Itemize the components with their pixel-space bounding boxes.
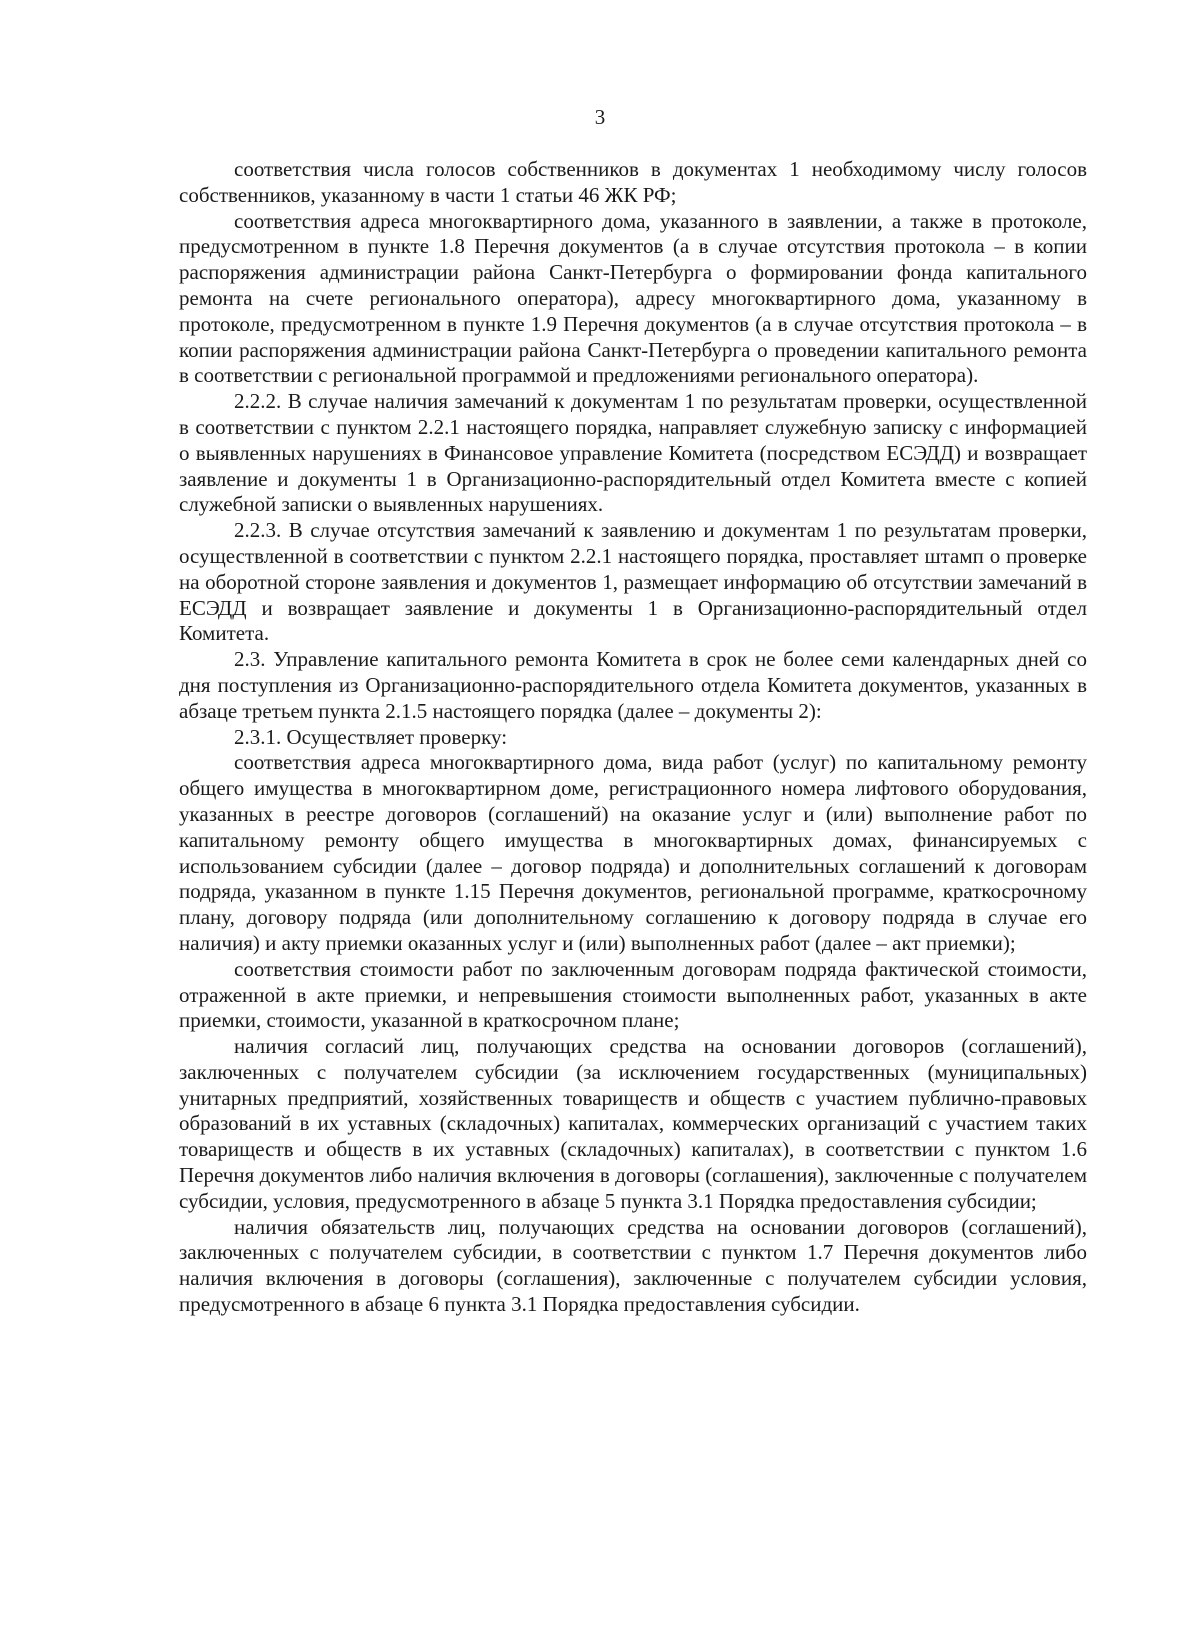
paragraph-votes-compliance: соответствия числа голосов собственников в документах 1 необходимому числу голосов собственников, указанному в части 1 статьи 46 ЖК РФ;	[179, 157, 1087, 207]
paragraph-2-2-3: 2.2.3. В случае отсутствия замечаний к заявлению и документам 1 по результатам проверки, осуществленной в соответствии с пунктом 2.2.1 настоящего порядка, проставляет штамп о проверке на оборотной стороне заявления и документов 1, размещает информацию об отсутствии замечаний в ЕСЭДД и возвращает заявление и документы 1 в Организационно-распорядительный отдел Комитета.	[179, 518, 1087, 646]
paragraph-register-compliance: соответствия адреса многоквартирного дома, вида работ (услуг) по капитальному ремонту общего имущества в многоквартирном доме, регистрационного номера лифтового оборудования, указанных в реестре договоров (соглашений) на оказание услуг и (или) выполнение работ по капитальному ремонту общего имущества в многоквартирных домах, финансируемых с использованием субсидии (далее – договор подряда) и дополнительных соглашений к договорам подряда, указанном в пункте 1.15 Перечня документов, региональной программе, краткосрочному плану, договору подряда (или дополнительному соглашению к договору подряда в случае его наличия) и акту приемки оказанных услуг и (или) выполненных работ (далее – акт приемки);	[179, 750, 1087, 955]
paragraph-2-3-1: 2.3.1. Осуществляет проверку:	[234, 724, 508, 749]
document-body	[179, 157, 1087, 1318]
paragraph-obligations: наличия обязательств лиц, получающих средства на основании договоров (соглашений), заключенных с получателем субсидии, в соответствии с пунктом 1.7 Перечня документов либо наличия включения в договоры (соглашения), заключенные с получателем субсидии условия, предусмотренного в абзаце 6 пункта 3.1 Порядка предоставления субсидии.	[179, 1214, 1087, 1317]
paragraph-cost-compliance: соответствия стоимости работ по заключенным договорам подряда фактической стоимости, отраженной в акте приемки, и непревышения стоимости выполненных работ, указанных в акте приемки, стоимости, указанной в краткосрочном плане;	[179, 956, 1087, 1033]
paragraph-2-3: 2.3. Управление капитального ремонта Комитета в срок не более семи календарных дней со дня поступления из Организационно-распорядительного отдела Комитета документов, указанных в абзаце третьем пункта 2.1.5 настоящего порядка (далее – документы 2):	[179, 647, 1087, 723]
paragraph-address-compliance: соответствия адреса многоквартирного дома, указанного в заявлении, а также в протоколе, предусмотренном в пункте 1.8 Перечня документов (а в случае отсутствия протокола – в копии распоряжения администрации района Санкт-Петербурга о формировании фонда капитального ремонта на счете регионального оператора), адресу многоквартирного дома, указанному в протоколе, предусмотренном в пункте 1.9 Перечня документов (а в случае отсутствия протокола – в копии распоряжения администрации района Санкт-Петербурга о проведении капитального ремонта в соответствии с региональной программой и предложениями регионального оператора).	[179, 208, 1087, 388]
paragraph-consents: наличия согласий лиц, получающих средства на основании договоров (соглашений), заключенных с получателем субсидии (за исключением государственных (муниципальных) унитарных предприятий, хозяйственных товариществ и обществ с участием публично-правовых образований в их уставных (складочных) капиталах, коммерческих организаций с участием таких товариществ и обществ в их уставных (складочных) капиталах), в соответствии с пунктом 1.6 Перечня документов либо наличия включения в договоры (соглашения), заключенные с получателем субсидии, условия, предусмотренного в абзаце 5 пункта 3.1 Порядка предоставления субсидии;	[179, 1034, 1087, 1213]
page-number: 3	[594, 105, 606, 129]
paragraph-2-2-2: 2.2.2. В случае наличия замечаний к документам 1 по результатам проверки, осуществленной в соответствии с пунктом 2.2.1 настоящего порядка, направляет служебную записку с информацией о выявленных нарушениях в Финансовое управление Комитета (посредством ЕСЭДД) и возвращает заявление и документы 1 в Организационно-распорядительный отдел Комитета вместе с копией служебной записки о выявленных нарушениях.	[179, 389, 1087, 517]
